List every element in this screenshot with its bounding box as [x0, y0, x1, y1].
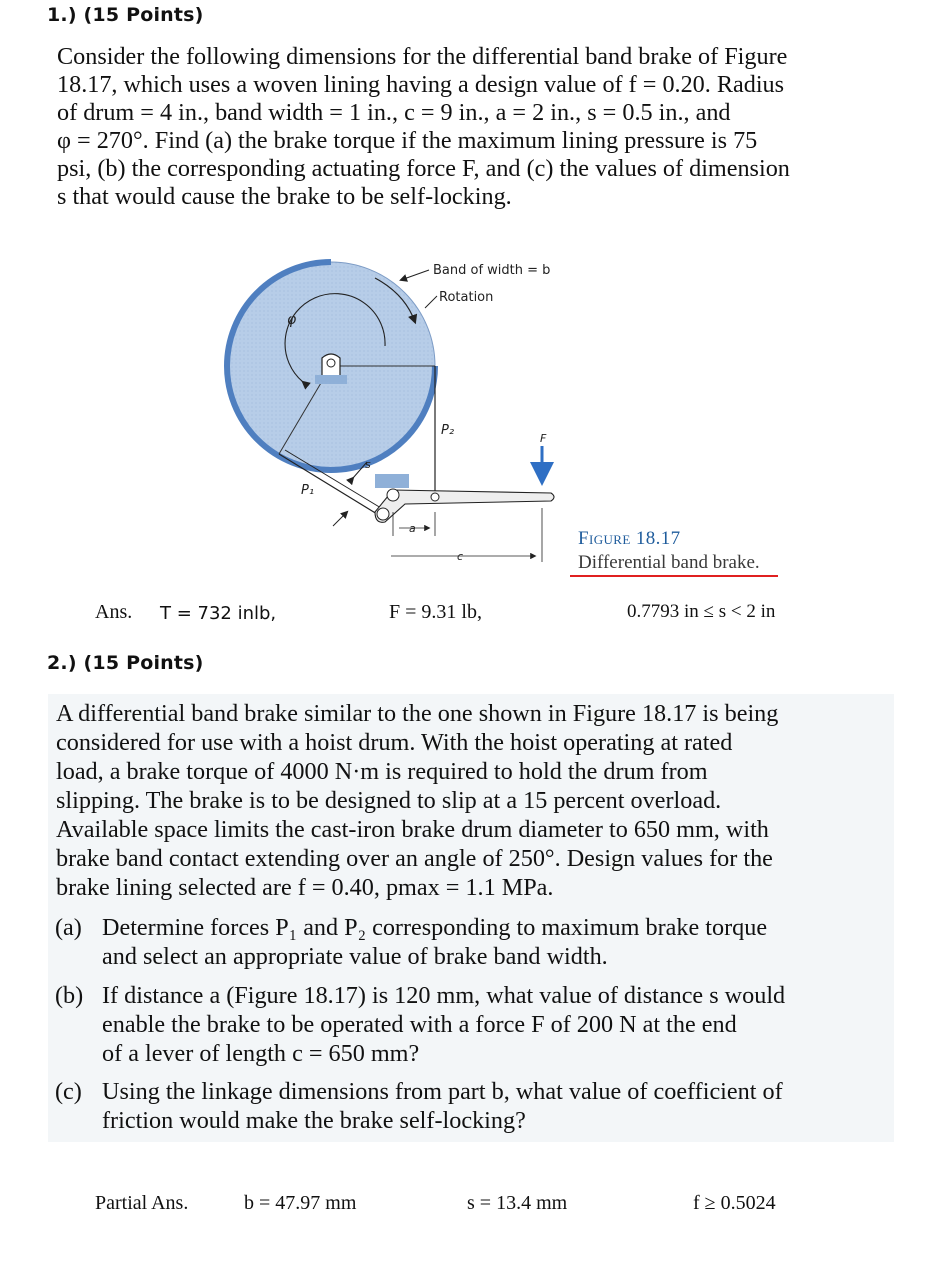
- q2-part-a: [55, 913, 880, 973]
- q1-line: of drum = 4 in., band width = 1 in., c = 9 in., a = 2 in., s = 0.5 in., and: [57, 99, 731, 126]
- q2-line: Available space limits the cast-iron brake drum diameter to 650 mm, with: [56, 816, 769, 843]
- label-p1: P₁: [301, 483, 315, 498]
- q1-line: 18.17, which uses a woven lining having a design value of f = 0.20. Radius: [57, 71, 785, 98]
- q1-answer-prefix: Ans.: [95, 601, 133, 623]
- part-a-line: Determine forces P₁ and P₂ corresponding to maximum brake torque: [102, 914, 768, 941]
- part-b-line: If distance a (Figure 18.17) is 120 mm, what value of distance s would: [102, 982, 786, 1009]
- label-phi: φ: [287, 312, 297, 328]
- q1-line: φ = 270°. Find (a) the brake torque if the maximum lining pressure is 75: [57, 127, 758, 154]
- q2-line: brake lining selected are f = 0.40, pmax = 1.1 MPa.: [56, 874, 554, 901]
- caption-underline: [570, 575, 778, 577]
- q2-line: brake band contact extending over an angle of 250°. Design values for the: [56, 845, 773, 872]
- figure-caption: [578, 527, 760, 575]
- label-f: F: [540, 432, 547, 445]
- q2-line: A differential band brake similar to the one shown in Figure 18.17 is being: [56, 700, 779, 727]
- q2-answer-b: b = 47.97 mm: [244, 1192, 357, 1214]
- part-a-label: (a): [55, 914, 82, 941]
- q1-answer-force: F = 9.31 lb,: [389, 601, 482, 623]
- label-c: c: [457, 550, 464, 563]
- q2-answer-prefix: Partial Ans.: [95, 1192, 189, 1214]
- q2-line: considered for use with a hoist drum. With the hoist operating at rated: [56, 729, 733, 756]
- q2-heading: 2.) (15 Points): [47, 652, 204, 674]
- q2-answer-s: s = 13.4 mm: [467, 1192, 568, 1214]
- label-band: Band of width = b: [433, 263, 551, 278]
- label-rotation: Rotation: [439, 290, 494, 305]
- q1-line: s that would cause the brake to be self-locking.: [57, 183, 512, 210]
- part-c-line: friction would make the brake self-locking?: [102, 1107, 526, 1134]
- part-b-line: of a lever of length c = 650 mm?: [102, 1040, 420, 1067]
- part-c-line: Using the linkage dimensions from part b, what value of coefficient of: [102, 1078, 783, 1105]
- figure-title: Differential band brake.: [578, 552, 760, 573]
- part-b-label: (b): [55, 982, 84, 1009]
- q1-answer-range: 0.7793 in ≤ s < 2 in: [627, 601, 776, 622]
- q2-line: load, a brake torque of 4000 N·m is required to hold the drum from: [56, 758, 708, 785]
- q2-answer-f: f ≥ 0.5024: [693, 1192, 776, 1214]
- q1-heading: 1.) (15 Points): [47, 4, 204, 26]
- q1-line: Consider the following dimensions for the differential band brake of Figure: [57, 43, 788, 70]
- part-a-line: and select an appropriate value of brake band width.: [102, 943, 608, 970]
- part-b-line: enable the brake to be operated with a force F of 200 N at the end: [102, 1011, 737, 1038]
- label-s: s: [365, 458, 371, 471]
- q2-part-b: [55, 981, 880, 1071]
- label-p2: P₂: [441, 423, 455, 438]
- lever: [375, 490, 554, 522]
- band-brake-figure: [215, 250, 575, 580]
- figure-number: Figure 18.17: [578, 528, 681, 549]
- ground-support: [375, 474, 409, 488]
- q2-part-c: [55, 1077, 880, 1137]
- part-c-label: (c): [55, 1078, 82, 1105]
- q1-answer-torque: T = 732 inlb,: [160, 603, 277, 624]
- label-a: a: [409, 522, 416, 535]
- q2-line: slipping. The brake is to be designed to slip at a 15 percent overload.: [56, 787, 722, 814]
- q1-line: psi, (b) the corresponding actuating force F, and (c) the values of dimension: [57, 155, 790, 182]
